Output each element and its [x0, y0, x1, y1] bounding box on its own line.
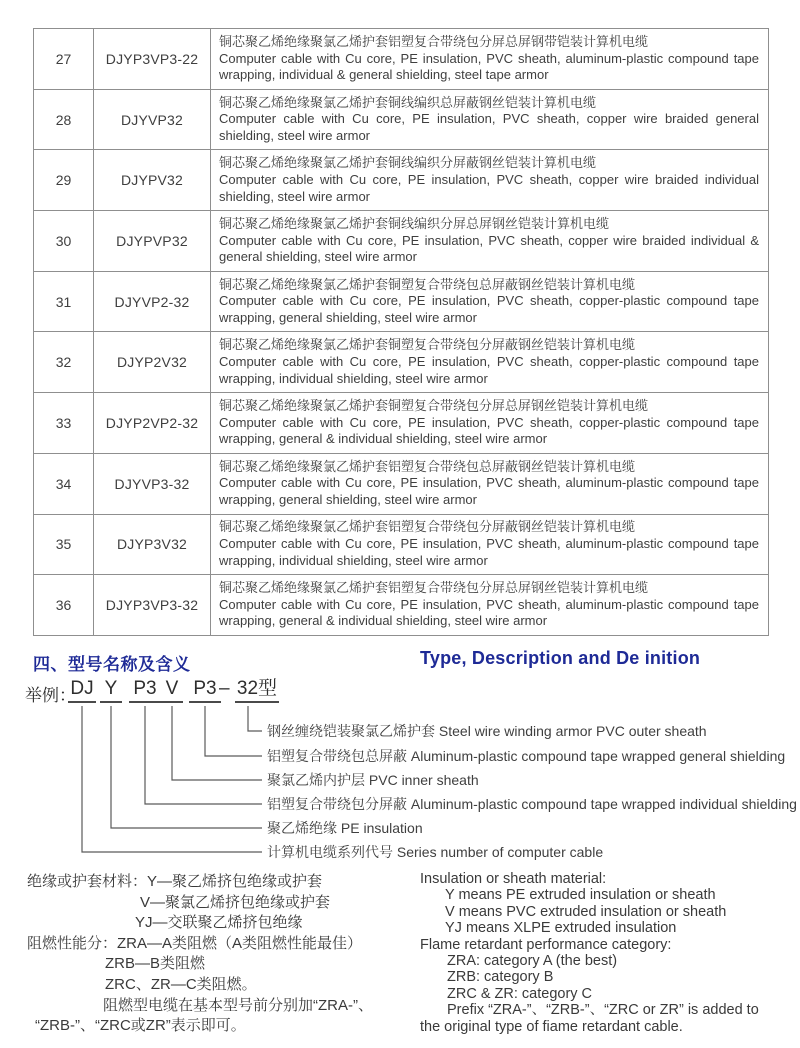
note-line: Y means PE extruded insulation or sheath	[445, 887, 716, 904]
description-en: Computer cable with Cu core, PE insulation, PVC sheath, copper-plastic compound tape wrapping, general & individual shielding, steel wire armor	[219, 414, 759, 447]
description-en: Computer cable with Cu core, PE insulation, PVC sheath, aluminum-plastic compound tape wrapping, general & individual shielding, steel wire armor	[219, 596, 759, 629]
model-code: DJYPVP32	[94, 211, 211, 272]
description-zh: 铜芯聚乙烯绝缘聚氯乙烯护套铜塑复合带绕包分屏总屏钢丝铠装计算机电缆	[219, 398, 649, 414]
note-line: YJ—交联聚乙烯挤包绝缘	[135, 914, 303, 932]
description-cell	[211, 332, 769, 393]
diagram-label-individual-shielding: 铝塑复合带绕包分屏蔽 Aluminum-plastic compound tape wrapped individual shielding	[267, 796, 797, 812]
description-cell	[211, 271, 769, 332]
diagram-label-general-shielding: 铝塑复合带绕包总屏蔽 Aluminum-plastic compound tape wrapped general shielding	[267, 748, 786, 764]
diagram-label-inner-sheath: 聚氯乙烯内护层 PVC inner sheath	[267, 772, 479, 788]
material-notes-en	[420, 871, 792, 1035]
row-number: 32	[34, 332, 94, 393]
description-en: Computer cable with Cu core, PE insulation, PVC sheath, copper-plastic compound tape wrapping, individual shielding, steel wire armor	[219, 353, 759, 386]
model-code: DJYPV32	[94, 150, 211, 211]
cable-type-table	[33, 28, 769, 636]
table-row	[34, 393, 769, 454]
note-line: 阻燃型电缆在基本型号前分别加“ZRA-”、	[103, 996, 373, 1014]
description-zh: 铜芯聚乙烯绝缘聚氯乙烯护套铝塑复合带绕包分屏总屏钢丝铠装计算机电缆	[219, 580, 649, 596]
description-cell	[211, 211, 769, 272]
model-code: DJYVP32	[94, 89, 211, 150]
description-en: Computer cable with Cu core, PE insulation, PVC sheath, aluminum-plastic compound tape wrapping, individual & general shielding, steel tape armor	[219, 50, 759, 83]
type-code-diagram	[0, 678, 800, 873]
code-segment-p3-individual: P3	[129, 678, 161, 703]
description-zh: 铜芯聚乙烯绝缘聚氯乙烯护套铝塑复合带绕包分屏总屏钢带铠装计算机电缆	[219, 33, 649, 49]
table-row	[34, 332, 769, 393]
table-row	[34, 514, 769, 575]
description-zh: 铜芯聚乙烯绝缘聚氯乙烯护套铜线编织分屏总屏钢丝铠装计算机电缆	[219, 216, 610, 232]
description-zh: 铜芯聚乙烯绝缘聚氯乙烯护套铜线编织分屏蔽钢丝铠装计算机电缆	[219, 155, 597, 171]
row-number: 36	[34, 575, 94, 636]
model-code: DJYP3VP3-32	[94, 575, 211, 636]
note-line: V—聚氯乙烯挤包绝缘或护套	[140, 893, 331, 911]
model-code: DJYP2VP2-32	[94, 393, 211, 454]
description-cell	[211, 89, 769, 150]
row-number: 34	[34, 453, 94, 514]
note-line: YJ means XLPE extruded insulation	[445, 920, 677, 937]
description-en: Computer cable with Cu core, PE insulation, PVC sheath, copper wire braided individual & general shielding, steel wire armor	[219, 232, 759, 265]
row-number: 28	[34, 89, 94, 150]
row-number: 30	[34, 211, 94, 272]
description-zh: 铜芯聚乙烯绝缘聚氯乙烯护套铜塑复合带绕包分屏蔽钢丝铠装计算机电缆	[219, 337, 636, 353]
diagram-label-outer-sheath: 钢丝缠绕铠装聚氯乙烯护套 Steel wire winding armor PVC outer sheath	[267, 723, 707, 739]
diagram-label-series-number: 计算机电缆系列代号 Series number of computer cable	[267, 844, 604, 860]
model-code: DJYVP3-32	[94, 453, 211, 514]
note-line: Flame retardant performance category:	[420, 936, 672, 953]
description-en: Computer cable with Cu core, PE insulation, PVC sheath, copper wire braided individual shielding, steel wire armor	[219, 171, 759, 204]
description-cell	[211, 514, 769, 575]
code-segment-dj: DJ	[68, 678, 96, 703]
code-segment-y: Y	[100, 678, 122, 703]
section-title-en: Type, Description and De inition	[420, 648, 701, 668]
note-line: Insulation or sheath material:	[420, 871, 607, 887]
note-line: ZRC & ZR: category C	[447, 985, 593, 1002]
table-row	[34, 150, 769, 211]
model-code: DJYVP2-32	[94, 271, 211, 332]
material-notes-zh	[27, 872, 417, 1037]
note-line: ZRA: category A (the best)	[447, 953, 618, 970]
description-cell	[211, 150, 769, 211]
row-number: 27	[34, 29, 94, 90]
model-code: DJYP3VP3-22	[94, 29, 211, 90]
code-segment-p3-general: P3	[189, 678, 221, 703]
description-zh: 铜芯聚乙烯绝缘聚氯乙烯护套铝塑复合带绕包总屏蔽钢丝铠装计算机电缆	[219, 458, 636, 474]
description-cell	[211, 453, 769, 514]
description-zh: 铜芯聚乙烯绝缘聚氯乙烯护套铜塑复合带绕包总屏蔽钢丝铠装计算机电缆	[219, 276, 636, 292]
description-cell	[211, 575, 769, 636]
description-zh: 铜芯聚乙烯绝缘聚氯乙烯护套铝塑复合带绕包分屏蔽钢丝铠装计算机电缆	[219, 519, 636, 535]
description-en: Computer cable with Cu core, PE insulation, PVC sheath, copper-plastic compound tape wrapping, general shielding, steel wire armor	[219, 293, 759, 325]
description-en: Computer cable with Cu core, PE insulation, PVC sheath, copper wire braided general shielding, steel wire armor	[219, 111, 759, 143]
code-dash: –	[219, 678, 230, 699]
table-row	[34, 271, 769, 332]
note-line: ZRB—B类阻燃	[105, 955, 206, 973]
table-row	[34, 29, 769, 90]
code-segment-32: 32型	[235, 678, 279, 703]
row-number: 35	[34, 514, 94, 575]
code-segment-v: V	[161, 678, 183, 703]
description-en: Computer cable with Cu core, PE insulation, PVC sheath, aluminum-plastic compound tape wrapping, general shielding, steel wire armor	[219, 475, 759, 507]
description-cell	[211, 29, 769, 90]
row-number: 33	[34, 393, 94, 454]
note-line: ZRB: category B	[447, 969, 554, 986]
note-line: 阻燃性能分：ZRA—A类阻燃（A类阻燃性能最佳）	[27, 934, 363, 952]
note-line: Prefix “ZRA-”、“ZRB-”、“ZRC or ZR” is added to	[447, 1002, 759, 1019]
row-number: 31	[34, 271, 94, 332]
note-line: V means PVC extruded insulation or sheath	[445, 903, 727, 920]
table-row	[34, 575, 769, 636]
note-line: “ZRB-”、“ZRC或ZR”表示即可。	[35, 1017, 246, 1035]
description-zh: 铜芯聚乙烯绝缘聚氯乙烯护套铜线编织总屏蔽钢丝铠装计算机电缆	[219, 94, 597, 110]
note-line: 绝缘或护套材料：Y—聚乙烯挤包绝缘或护套	[27, 873, 323, 890]
row-number: 29	[34, 150, 94, 211]
table-row	[34, 453, 769, 514]
description-cell	[211, 393, 769, 454]
description-en: Computer cable with Cu core, PE insulation, PVC sheath, aluminum-plastic compound tape wrapping, individual shielding, steel wire armor	[219, 536, 759, 568]
table-row	[34, 89, 769, 150]
example-prefix-label: 举例：	[25, 686, 76, 705]
diagram-label-pe-insulation: 聚乙烯绝缘 PE insulation	[267, 820, 423, 836]
note-line: the original type of fiame retardant cable.	[420, 1018, 683, 1035]
model-code: DJYP3V32	[94, 514, 211, 575]
section-title-zh: 四、型号名称及含义	[33, 655, 191, 674]
table-row	[34, 211, 769, 272]
model-code: DJYP2V32	[94, 332, 211, 393]
note-line: ZRC、ZR—C类阻燃。	[105, 975, 257, 993]
